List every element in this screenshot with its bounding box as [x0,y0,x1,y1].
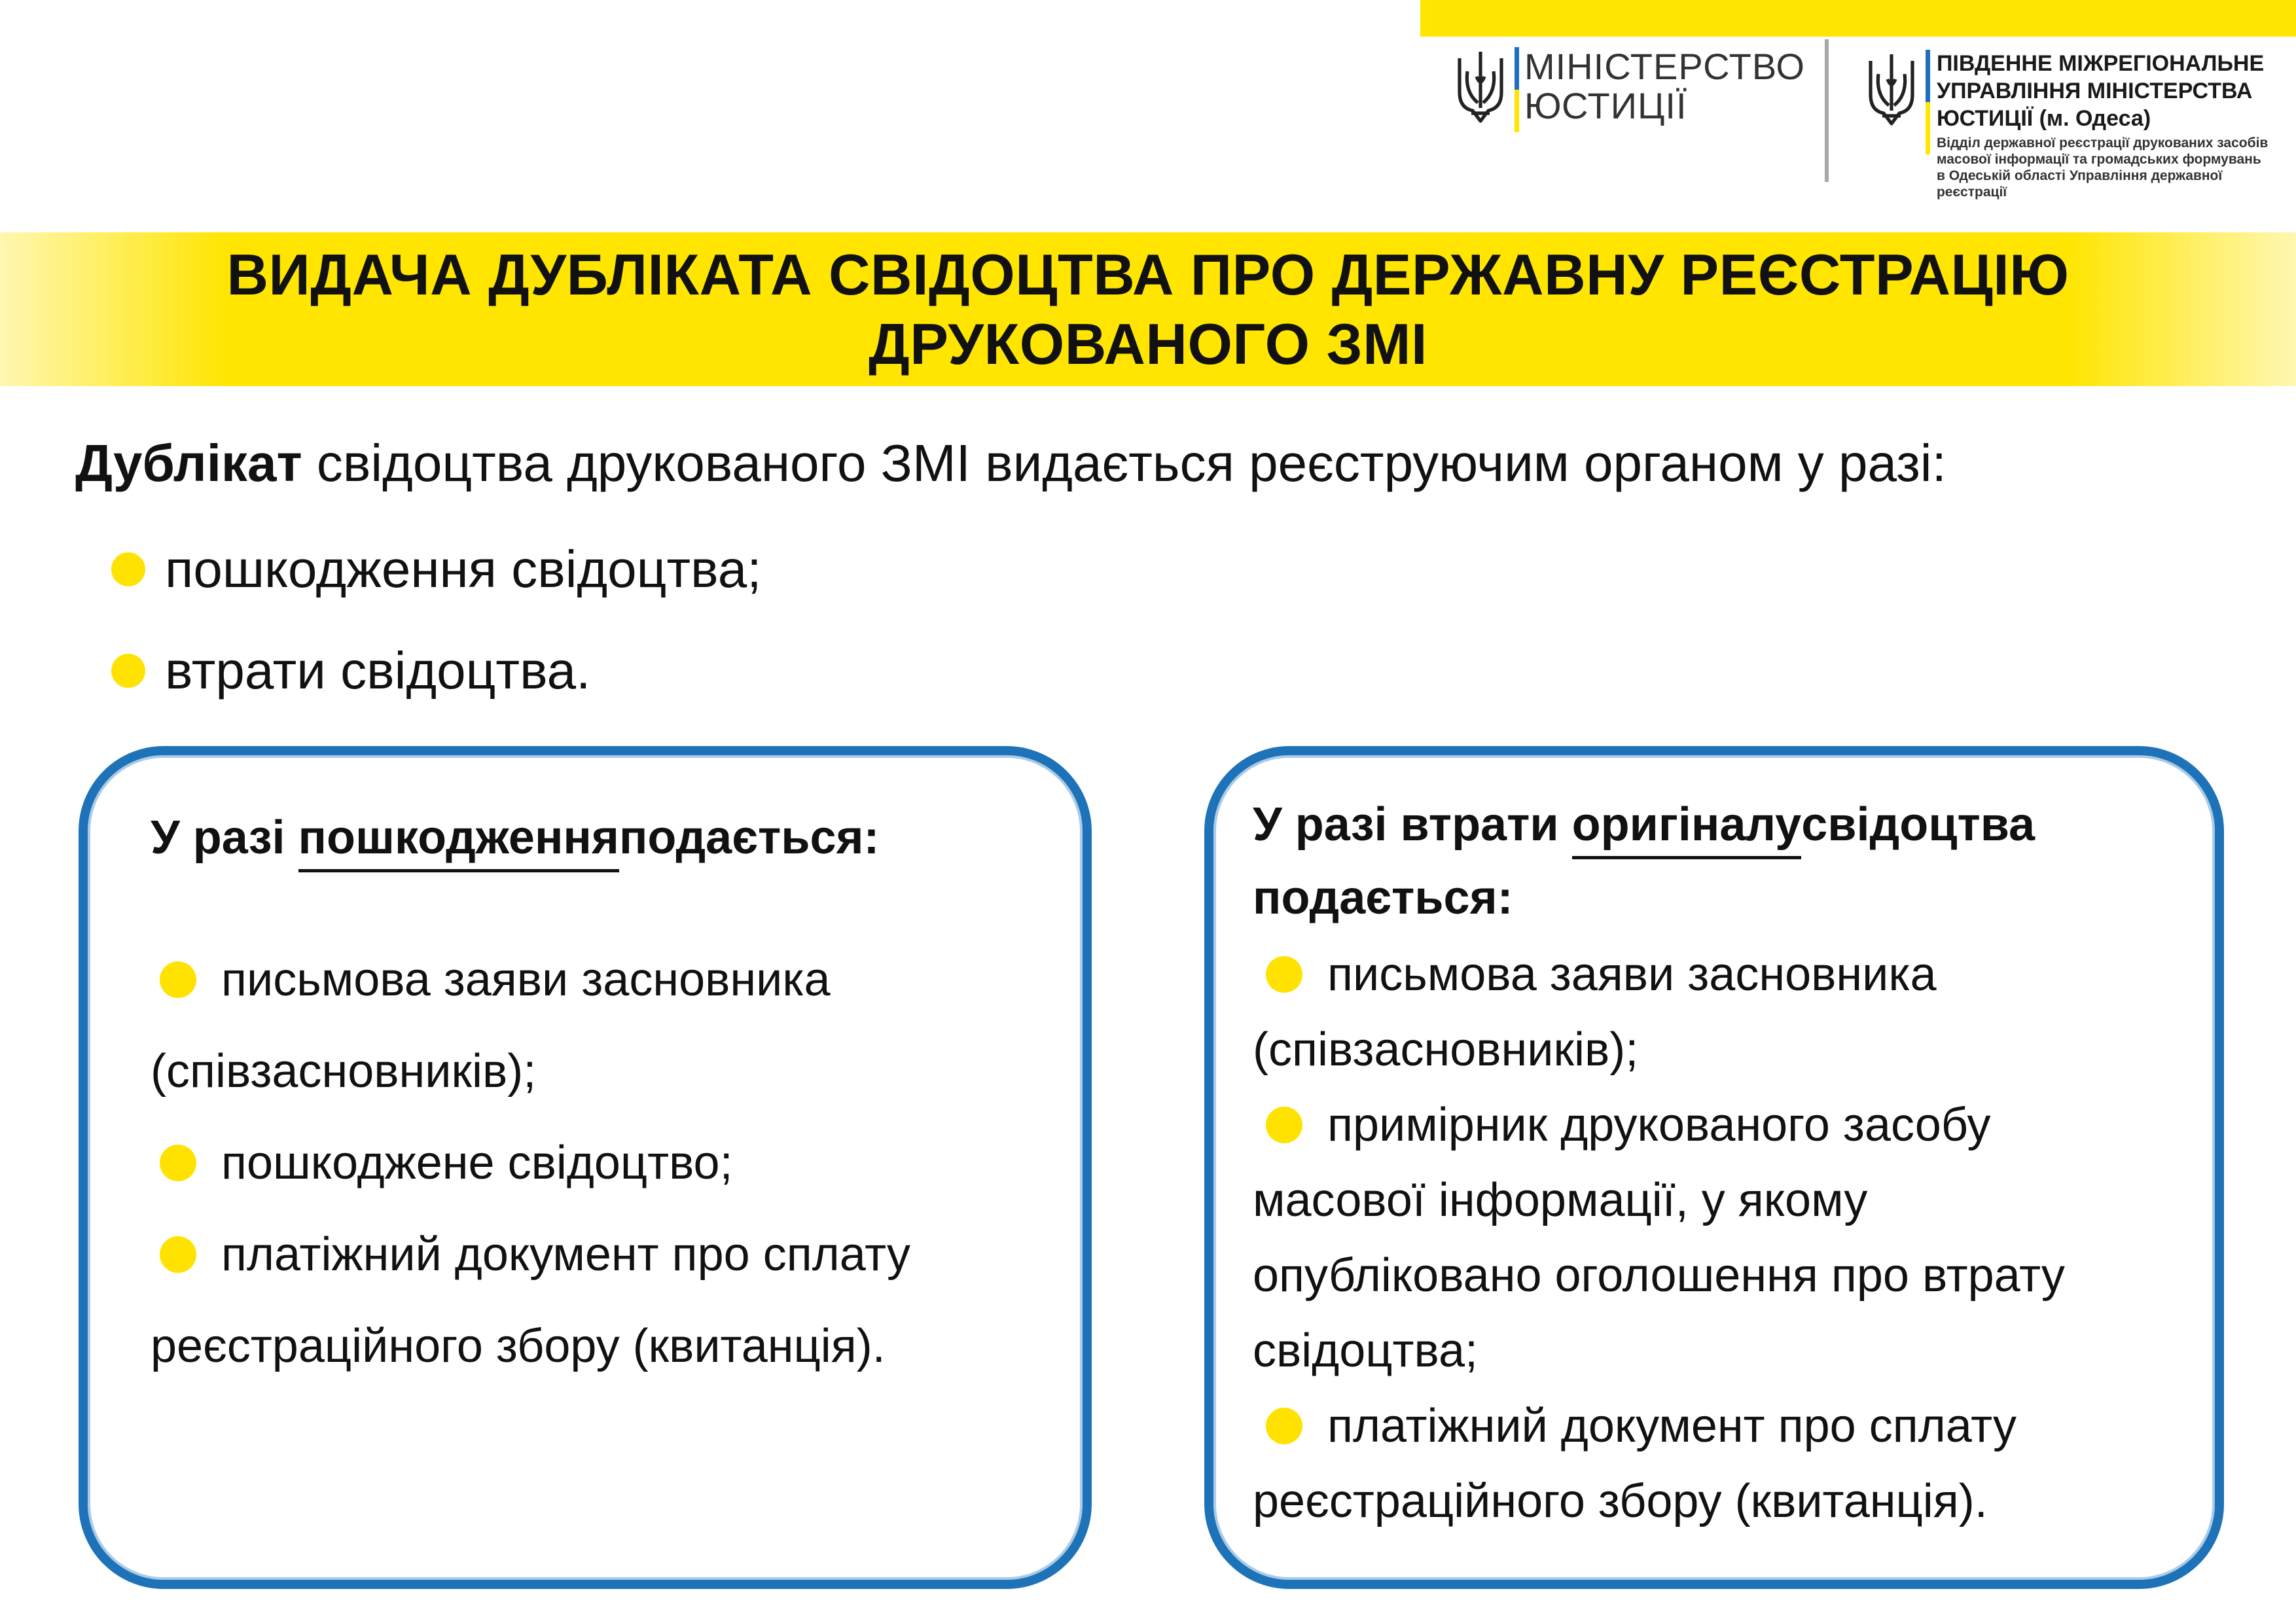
intro-bullet [111,638,590,704]
list-item: примірник друкованого засобу [1266,1096,1990,1154]
southern-line-2: УПРАВЛІННЯ МІНІСТЕРСТВА [1936,79,2253,103]
title-band [0,232,2296,386]
bullet-dot-icon [111,552,145,586]
ministry-logo [1454,47,1805,132]
bullet-dot-icon [160,1145,196,1181]
page-title-line-2: ДРУКОВАНОГО ЗМІ [869,311,1427,376]
list-item: письмова заяви засновника [160,950,830,1009]
intro-text [75,431,1946,496]
southern-line-3: ЮСТИЦІЇ (м. Одеса) [1936,106,2151,131]
department-line-3: в Одеській області Управління державної реєстрації [1936,168,2223,200]
intro-bold: Дублікат [75,434,302,492]
bullet-dot-icon [1266,1408,1302,1444]
list-item-continuation: свідоцтва; [1253,1325,1479,1377]
intro-rest: свідоцтва друкованого ЗМІ видається реєструючим органом у разі: [302,434,1946,492]
trident-icon [1865,50,1918,135]
intro-bullet-text: втрати свідоцтва. [165,641,591,700]
list-item-continuation: реєстраційного збору (квитанція). [1253,1475,1988,1527]
intro-bullet [111,537,761,602]
list-item: платіжний документ про сплату [160,1225,910,1284]
list-item-continuation: масової інформації, у якому [1253,1174,1868,1226]
intro-bullet-text: пошкодження свідоцтва; [165,540,762,598]
bullet-dot-icon [1266,1107,1302,1143]
list-item-continuation: опубліковано оголошення про втрату [1253,1249,2065,1302]
ministry-name: МІНІСТЕРСТВО ЮСТИЦІЇ [1524,46,1805,126]
card-heading: У разі втрати оригіналусвідоцтва [1253,788,2035,861]
department-line-1: Відділ державної реєстрації друкованих засобів [1936,135,2269,151]
list-item-continuation: (співзасновників); [151,1045,537,1097]
logo-divider [1825,39,1829,182]
underlined-keyword: пошкодження [298,806,619,872]
top-accent-bar [1420,0,2296,37]
list-item: платіжний документ про сплату [1266,1397,2017,1455]
damage-requirements-card [79,746,1092,1589]
bullet-dot-icon [160,1236,196,1273]
list-item-continuation: (співзасновників); [1253,1024,1639,1076]
list-item: письмова заяви засновника [1266,945,1936,1004]
loss-requirements-card [1204,746,2224,1589]
list-item-continuation: реєстраційного збору (квитанція). [151,1320,886,1372]
card-heading-line-2: подається: [1253,872,1513,924]
bullet-dot-icon [160,961,196,998]
department-line-2: масової інформації та громадських формувань [1936,152,2261,167]
bullet-dot-icon [1266,956,1302,993]
trident-icon [1454,47,1507,132]
southern-line-1: ПІВДЕННЕ МІЖРЕГІОНАЛЬНЕ [1936,51,2265,76]
card-heading: У разі пошкодженняподається: [151,801,880,874]
list-item: пошкоджене свідоцтво; [160,1133,733,1192]
southern-department-logo [1865,50,2296,200]
page-title-line-1: ВИДАЧА ДУБЛІКАТА СВІДОЦТВА ПРО ДЕРЖАВНУ РЕЄСТРАЦІЮ [226,241,2070,307]
flag-bar [1515,47,1519,132]
flag-bar [1926,50,1930,154]
southern-department-text [1937,50,2296,200]
bullet-dot-icon [111,654,145,688]
underlined-keyword: оригіналу [1572,793,1802,859]
